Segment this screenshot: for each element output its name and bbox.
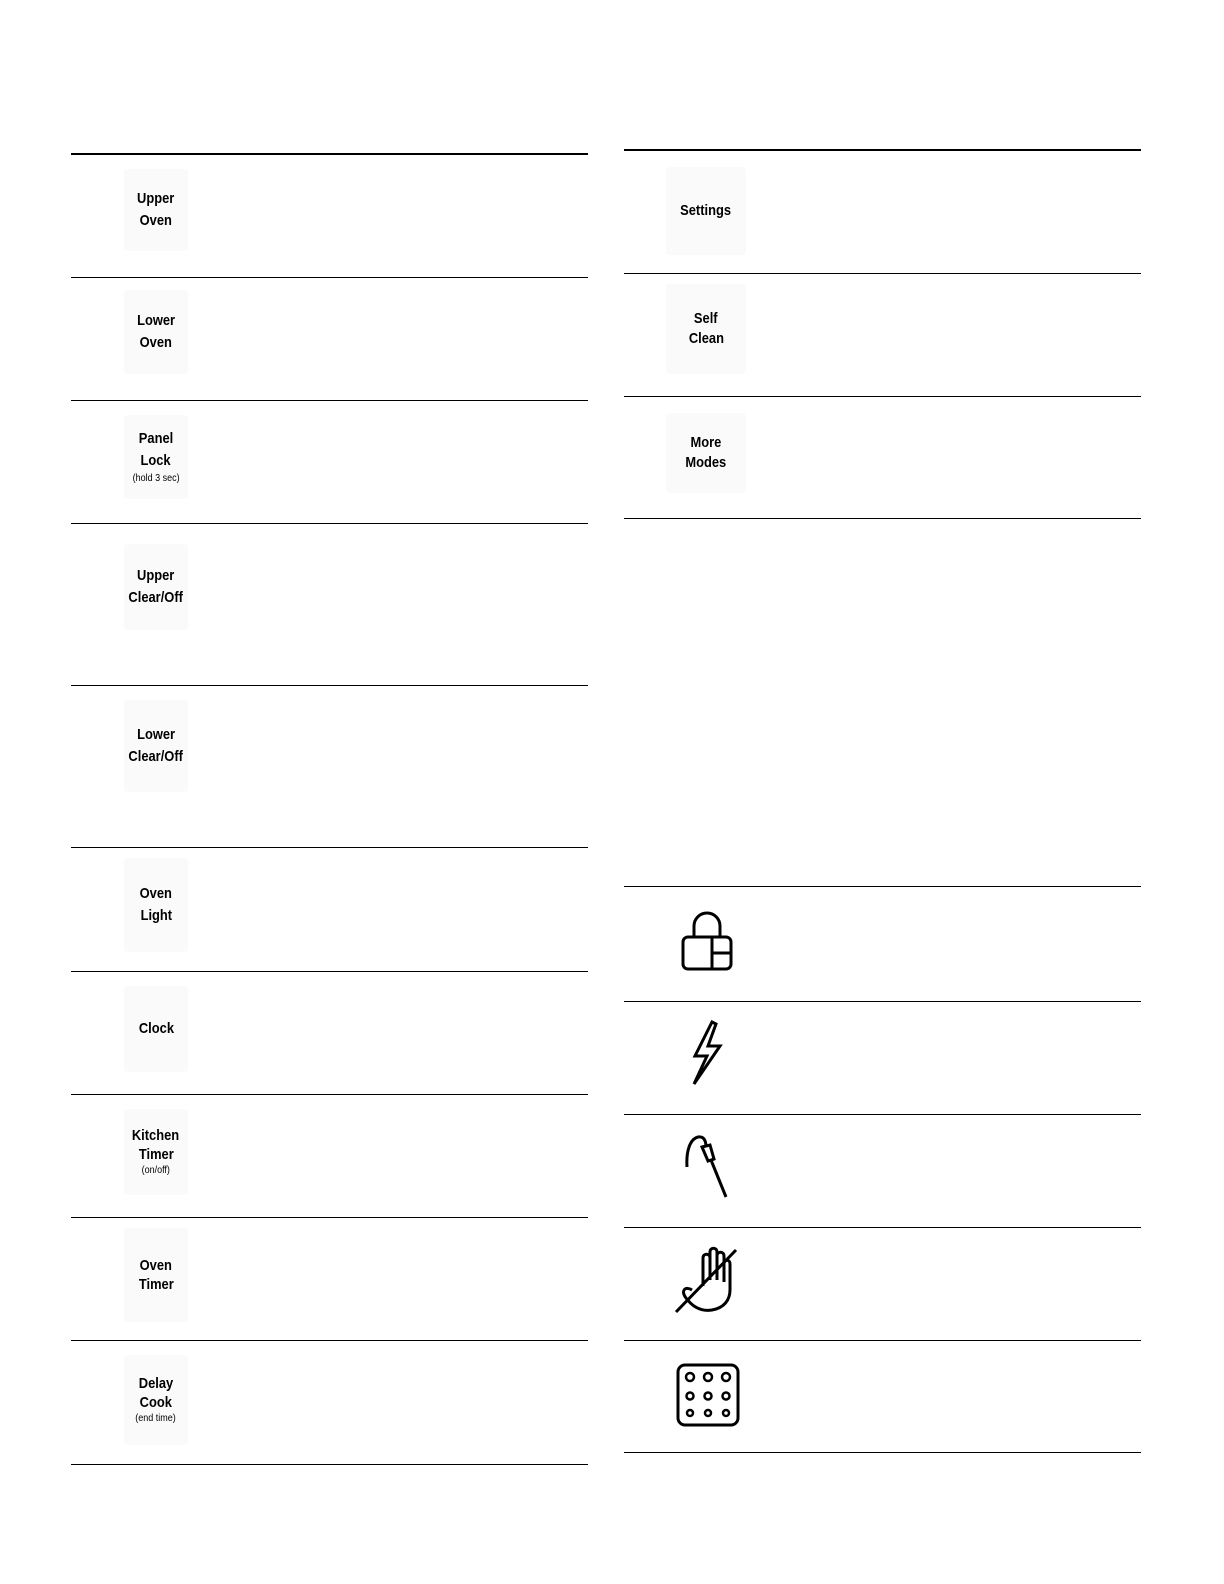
key-row-self-clean — [624, 273, 1141, 396]
key-row-settings — [624, 149, 1141, 273]
oven-light-key[interactable] — [124, 858, 188, 952]
key-label: Clock — [138, 1020, 174, 1038]
key-label: Clear/Off — [128, 748, 184, 765]
icon-row-probe — [624, 1114, 1141, 1227]
key-label: Light — [140, 907, 172, 924]
key-label: Oven — [139, 1256, 173, 1274]
oven-timer-key[interactable] — [124, 1228, 188, 1322]
upper-oven-key[interactable] — [124, 169, 188, 251]
delay-cook-key[interactable] — [124, 1355, 188, 1445]
upper-clear-off-key[interactable] — [124, 544, 188, 630]
key-row-lower-oven — [71, 277, 588, 400]
right-key-column — [624, 149, 1141, 519]
key-label: Modes — [685, 454, 727, 471]
key-label: More — [690, 433, 722, 451]
key-label: Panel — [138, 430, 174, 447]
key-label: Lower — [136, 726, 176, 744]
self-clean-key[interactable] — [666, 284, 746, 374]
key-note: (on/off) — [141, 1164, 171, 1176]
panel-lock-key[interactable] — [124, 415, 188, 499]
lock-icon — [680, 909, 734, 973]
settings-key[interactable] — [666, 167, 746, 255]
keypad-icon — [676, 1363, 740, 1427]
key-label: Clean — [688, 330, 724, 347]
key-label: Lower — [136, 312, 176, 330]
lower-oven-key[interactable] — [124, 290, 188, 374]
key-row-upper-oven — [71, 153, 588, 277]
key-row-kitchen-timer — [71, 1094, 588, 1217]
key-label: Upper — [137, 567, 175, 585]
clock-key[interactable] — [124, 986, 188, 1072]
key-row-oven-timer — [71, 1217, 588, 1340]
left-key-column — [71, 153, 588, 1465]
key-note: (hold 3 sec) — [132, 472, 180, 484]
key-label: Timer — [138, 1145, 174, 1163]
key-label: Kitchen — [132, 1127, 180, 1144]
key-row-panel-lock — [71, 400, 588, 523]
key-label: Delay — [138, 1375, 174, 1392]
key-label: Settings — [680, 202, 732, 220]
key-note: (end time) — [135, 1412, 177, 1424]
kitchen-timer-key[interactable] — [124, 1109, 188, 1195]
key-label: Oven — [139, 334, 173, 351]
status-icon-column — [624, 886, 1141, 1453]
lightning-bolt-icon — [690, 1020, 724, 1086]
icon-row-lightning — [624, 1001, 1141, 1114]
key-label: Self — [694, 309, 718, 327]
key-label: Upper — [137, 190, 175, 208]
key-row-clock — [71, 971, 588, 1094]
key-row-oven-light — [71, 847, 588, 971]
key-row-more-modes — [624, 396, 1141, 519]
key-label: Timer — [138, 1276, 174, 1293]
no-touch-hand-icon — [672, 1246, 742, 1316]
temperature-probe-icon — [682, 1133, 732, 1201]
key-label: Oven — [139, 885, 173, 903]
key-row-lower-clear-off — [71, 685, 588, 847]
key-row-delay-cook — [71, 1340, 588, 1465]
more-modes-key[interactable] — [666, 413, 746, 493]
key-row-upper-clear-off — [71, 523, 588, 685]
key-label: Oven — [139, 212, 173, 229]
key-label: Lock — [140, 451, 172, 469]
key-label: Cook — [139, 1393, 173, 1411]
icon-row-keypad — [624, 1340, 1141, 1453]
icon-row-no-touch — [624, 1227, 1141, 1340]
lower-clear-off-key[interactable] — [124, 700, 188, 792]
key-label: Clear/Off — [128, 589, 184, 606]
icon-row-lock — [624, 886, 1141, 1001]
